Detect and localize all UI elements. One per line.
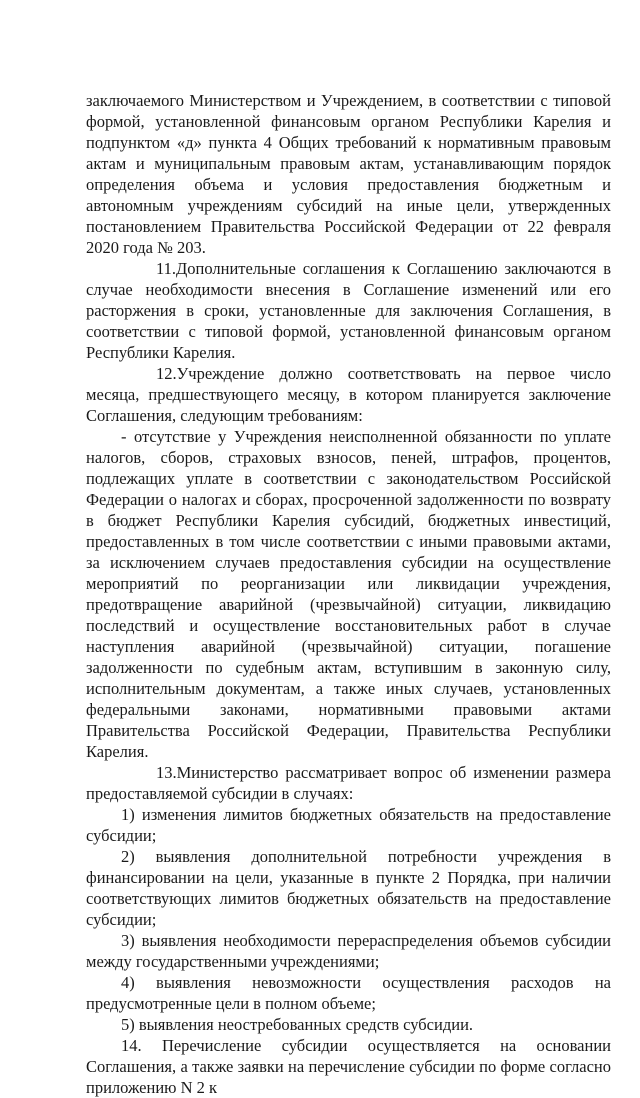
- clause-14: 14. Перечисление субсидии осуществляется на основании Соглашения, а также заявки на перечисление субсидии по форме согласно приложению N 2 к: [86, 1036, 611, 1097]
- clause-13-item-1: 1) изменения лимитов бюджетных обязательств на предоставление субсидии;: [86, 805, 611, 845]
- clause-12-requirement-item: - отсутствие у Учреждения неисполненной обязанности по уплате налогов, сборов, страховых взносов, пеней, штрафов, процентов, подлежащих уплате в соответствии с законодательством Российской Федерации о налогах и сборах, просроченной задолженности по возврату в бюджет Республики Карелия субсидий, бюджетных инвестиций, предоставленных в том числе соответствии с иными правовыми актами, за исключением случаев предоставления субсидии на осуществление мероприятий по реорганизации или ликвидации учреждения, предотвращение аварийной (чрезвычайной) ситуации, ликвидацию последствий и осуществление восстановительных работ в случае наступления аварийной (чрезвычайной) ситуации, погашение задолженности по судебным актам, вступившим в законную силу, исполнительным документам, а также иных случаев, установленных федеральными законами, нормативными правовыми актами Правительства Российской Федерации, Правительства Республики Карелия.: [86, 427, 611, 761]
- clause-11: [86, 258, 611, 363]
- clause-13: [86, 762, 611, 804]
- clause-13-text: Министерство рассматривает вопрос об изменении размера предоставляемой субсидии в случаях:: [86, 763, 611, 803]
- clause-12-text: Учреждение должно соответствовать на первое число месяца, предшествующего месяцу, в котором планируется заключение Соглашения, следующим требованиям:: [86, 364, 611, 425]
- clause-12: [86, 363, 611, 426]
- clause-12-number: 12.: [156, 364, 177, 383]
- clause-11-text: Дополнительные соглашения к Соглашению заключаются в случае необходимости внесения в Соглашение изменений или его расторжения в сроки, установленные для заключения Соглашения, в соответствии с типовой формой, установленной финансовым органом Республики Карелия.: [86, 259, 611, 362]
- clause-13-item-2: 2) выявления дополнительной потребности учреждения в финансировании на цели, указанные в пункте 2 Порядка, при наличии соответствующих лимитов бюджетных обязательств на предоставление субсидии;: [86, 847, 611, 929]
- clause-11-number: 11.: [156, 259, 177, 278]
- clause-13-item-5: 5) выявления неостребованных средств субсидии.: [121, 1015, 474, 1034]
- clause-13-item-3: 3) выявления необходимости перераспределения объемов субсидии между государственными учреждениями;: [86, 931, 611, 971]
- continuation-paragraph: заключаемого Министерством и Учреждением, в соответствии с типовой формой, установленной финансовым органом Республики Карелия и подпунктом «д» пункта 4 Общих требований к нормативным правовым актам и муниципальным правовым актам, устанавливающим порядок определения объема и условия предоставления бюджетным и автономным учреждениям субсидий на иные цели, утвержденных постановлением Правительства Российской Федерации от 22 февраля 2020 года № 203.: [86, 91, 611, 257]
- clause-13-number: 13.: [156, 763, 177, 782]
- clause-13-item-4: 4) выявления невозможности осуществления расходов на предусмотренные цели в полном объеме;: [86, 973, 611, 1013]
